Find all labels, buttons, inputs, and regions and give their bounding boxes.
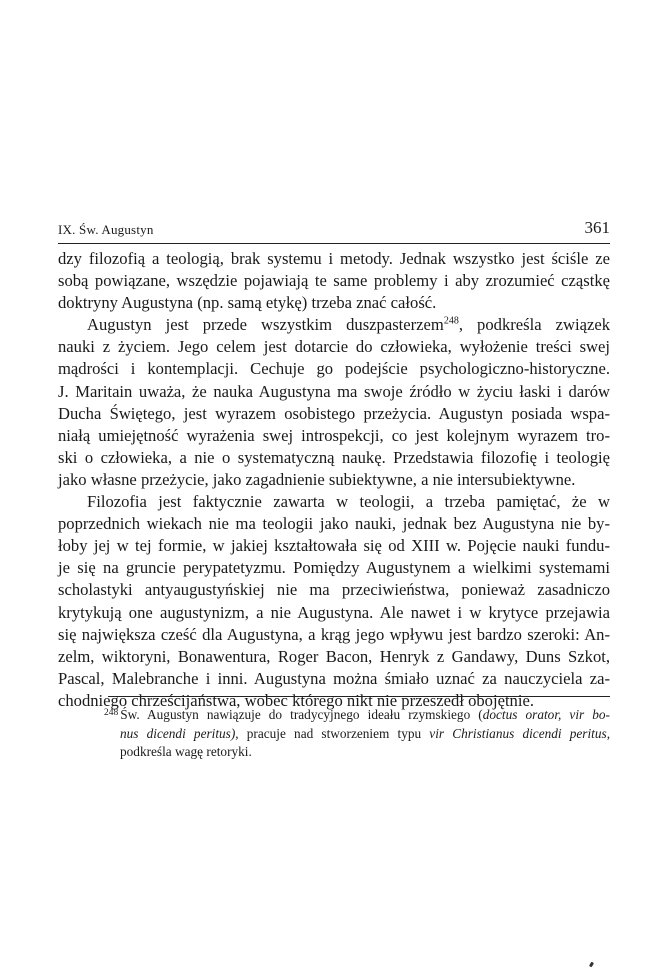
text-line: mądrości i kontemplacji. Cechuje go podejście psychologiczno-historyczne. xyxy=(58,359,610,379)
footnote-text: Św. Augustyn nawiązuje do tradycyjnego ideału rzymskiego ( xyxy=(120,707,483,722)
footnote-italic: doctus orator, vir bo- xyxy=(482,707,610,722)
text-line: zelm, wiktoryni, Bonawentura, Roger Bacon, Henryk z Gandawy, Duns Szkot, xyxy=(58,646,610,666)
text-line: się największa cześć dla Augustyna, a krąg jego wpływu jest bardzo szeroki: An- xyxy=(58,624,610,644)
footnote-text: , xyxy=(606,725,611,741)
body-text xyxy=(58,248,610,712)
footnote-line: podkreśla wagę retoryki. xyxy=(120,744,252,759)
text-line: łoby jej w tej formie, w jakiej kształtowała się od XIII w. Pojęcie nauki fundu- xyxy=(58,536,610,556)
text-line-part: , podkreśla związek xyxy=(458,315,610,335)
text-line: niałą umiejętność wyrażenia swej introspekcji, co jest kolejnym wyrazem tro- xyxy=(58,425,610,445)
page-number: 361 xyxy=(584,218,610,237)
text-line: jako własne przeżycie, jako zagadnienie subiektywne, a nie intersubiektywne. xyxy=(58,469,576,489)
text-line: J. Maritain uważa, że nauka Augustyna ma swoje źródło w życiu łaski i darów xyxy=(58,381,610,401)
header-rule xyxy=(58,243,610,244)
running-head xyxy=(58,217,610,239)
text-line: sobą powiązane, wszędzie pojawiają te same problemy i aby zrozumieć cząstkę xyxy=(58,271,610,291)
text-line: nauki z życiem. Jego celem jest dotarcie do człowieka, wyłożenie treści swej xyxy=(58,337,610,357)
text-line: poprzednich wiekach nie ma teologii jako nauki, jednak bez Augustyna nie by- xyxy=(58,514,610,534)
text-line: krytykują one augustynizm, a nie Augustyna. Ale nawet i w krytyce przejawia xyxy=(58,602,610,622)
stray-mark xyxy=(589,962,594,968)
footnote-line xyxy=(104,725,610,744)
text-line: dzy filozofią a teologią, brak systemu i metody. Jednak wszystko jest ściśle ze xyxy=(58,249,610,268)
text-line: Pascal, Malebranche i inni. Augustyna można śmiało uznać za nauczyciela za- xyxy=(58,668,610,688)
text-line xyxy=(58,314,610,336)
text-line: Ducha Świętego, jest wyrazem osobistego przeżycia. Augustyn posiada wspa- xyxy=(58,403,610,423)
footnote-line xyxy=(104,706,610,725)
text-line: Filozofia jest faktycznie zawarta w teologii, a trzeba pamiętać, że w xyxy=(87,492,610,512)
footnote-italic: vir Christianus dicendi peritus xyxy=(429,725,607,741)
footnote-reference: 248 xyxy=(443,315,459,327)
footnote-number: 248 xyxy=(104,708,119,718)
text-line: doktryny Augustyna (np. samą etykę) trzeba znać całość. xyxy=(58,293,437,313)
text-line: scholastyki antyaugustyńskiej nie ma przeciwieństwa, ponieważ zasadniczo xyxy=(58,580,610,600)
footnote-rule xyxy=(108,696,610,697)
text-line: chodniego chrześcijaństwa, wobec którego nikt nie przeszedł obojętnie. xyxy=(58,690,534,710)
footnote-text: , pracuje nad stworzeniem typu xyxy=(235,725,430,741)
running-title: IX. Św. Augustyn xyxy=(58,222,154,237)
footnote-italic: nus dicendi peritus) xyxy=(120,725,236,741)
footnote xyxy=(104,706,610,762)
text-line: je się na gruncie perypatetyzmu. Pomiędzy Augustynem a wielkimi systemami xyxy=(58,558,610,578)
text-line-part: Augustyn jest przede wszystkim duszpasterzem xyxy=(87,315,444,335)
text-line: ski o człowieka, a nie o systematyczną naukę. Przedstawia filozofię i teologię xyxy=(58,447,610,467)
